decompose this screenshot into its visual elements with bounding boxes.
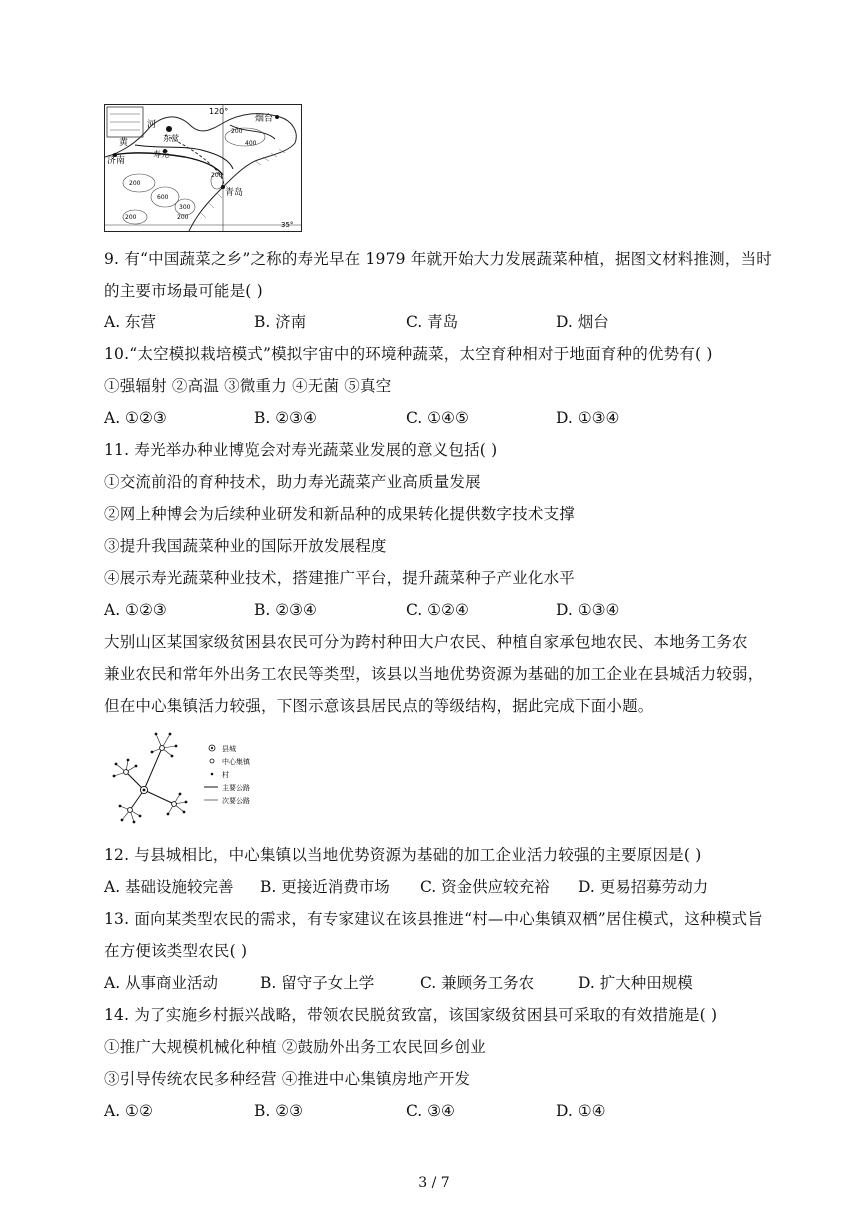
q10-stem-line1: 10.“太空模拟栽培模式”模拟宇宙中的环境种蔬菜，太空育种相对于地面育种的优势有( ) — [104, 345, 713, 363]
longitude-label: 120° — [209, 107, 229, 116]
legend-village: 村 — [222, 771, 229, 779]
page-number: 3 / 7 — [418, 1175, 450, 1191]
q11-item-4: ④展示寿光蔬菜种业技术，搭建推广平台，提升蔬菜种子产业化水平 — [104, 569, 576, 587]
q9-stem-line2: 的主要市场最可能是( ) — [104, 282, 263, 300]
water-label: 黄 — [119, 138, 129, 148]
place-dongying: 东营 — [163, 134, 179, 143]
option-a[interactable]: A. 东营 — [104, 313, 157, 331]
q14-stem-line1: 14. 为了实施乡村振兴战略，带领农民脱贫致富，该国家级贫困县可采取的有效措施是( ) — [104, 1006, 718, 1024]
legend-central-town: 中心集镇 — [222, 758, 250, 766]
latitude-label: 35° — [281, 221, 294, 229]
q10-stem-line2: ①强辐射 ②高温 ③微重力 ④无菌 ⑤真空 — [104, 377, 392, 395]
contour-label: 300 — [179, 204, 191, 211]
place-qingdao: 青岛 — [225, 188, 244, 198]
regional-map-graphic — [105, 105, 301, 231]
q13-stem-line1: 13. 面向某类型农民的需求，有专家建议在该县推进“村—中心集镇双栖”居住模式，这种模式旨 — [104, 910, 763, 928]
river-label: 河 — [147, 120, 157, 130]
regional-map — [104, 104, 302, 232]
option-b[interactable]: B. 济南 — [254, 313, 307, 331]
option-c[interactable]: C. 兼顾务工务农 — [420, 974, 535, 992]
option-b[interactable]: B. ②③④ — [254, 409, 317, 427]
option-c[interactable]: C. 青岛 — [406, 313, 459, 331]
q9-stem-line1: 9. 有“中国蔬菜之乡”之称的寿光早在 1979 年就开始大力发展蔬菜种植，据图文材料推测，当时 — [104, 250, 772, 268]
q14-items-line2: ③引导传统农民多种经营 ④推进中心集镇房地产开发 — [104, 1070, 471, 1088]
place-yantai: 烟台 — [255, 114, 274, 124]
contour-label: 200 — [231, 128, 243, 135]
place-jinan: 济南 — [107, 156, 126, 166]
settlement-diagram — [104, 728, 274, 828]
option-a[interactable]: A. ①② — [104, 1102, 153, 1120]
option-a[interactable]: A. 从事商业活动 — [104, 974, 219, 992]
q14-items-line1: ①推广大规模机械化种植 ②鼓励外出务工农民回乡创业 — [104, 1038, 486, 1056]
contour-label: 600 — [157, 194, 169, 201]
option-d[interactable]: D. ①④ — [556, 1102, 606, 1120]
option-c[interactable]: C. ①②④ — [406, 601, 469, 619]
contour-label: 200 — [125, 214, 137, 221]
option-c[interactable]: C. ③④ — [406, 1102, 455, 1120]
option-b[interactable]: B. ②③④ — [254, 601, 317, 619]
q11-item-2: ②网上种博会为后续种业研发和新品种的成果转化提供数字技术支撑 — [104, 505, 576, 523]
q11-item-3: ③提升我国蔬菜种业的国际开放发展程度 — [104, 537, 387, 555]
option-b[interactable]: B. 留守子女上学 — [260, 974, 375, 992]
option-c[interactable]: C. 资金供应较充裕 — [420, 878, 550, 896]
passage-line3: 但在中心集镇活力较强，下图示意该县居民点的等级结构，据此完成下面小题。 — [104, 697, 654, 715]
q13-stem-line2: 在方便该类型农民( ) — [104, 942, 248, 960]
legend-secondary-road: 次要公路 — [222, 797, 250, 805]
option-b[interactable]: B. 更接近消费市场 — [260, 878, 390, 896]
passage-line2: 兼业农民和常年外出务工农民等类型，该县以当地优势资源为基础的加工企业在县城活力较弱， — [104, 665, 764, 683]
option-c[interactable]: C. ①④⑤ — [406, 409, 469, 427]
option-b[interactable]: B. ②③ — [254, 1102, 304, 1120]
contour-label: 200 — [211, 172, 223, 179]
option-d[interactable]: D. ①③④ — [556, 409, 620, 427]
option-d[interactable]: D. 烟台 — [556, 313, 609, 331]
option-a[interactable]: A. 基础设施较完善 — [104, 878, 234, 896]
contour-label: 400 — [245, 140, 257, 147]
option-d[interactable]: D. ①③④ — [556, 601, 620, 619]
settlement-diagram-graphic — [104, 728, 274, 828]
passage-line1: 大别山区某国家级贫困县农民可分为跨村种田大户农民、种植自家承包地农民、本地务工务农 — [104, 633, 748, 651]
contour-label: 200 — [177, 214, 189, 221]
q11-item-1: ①交流前沿的育种技术，助力寿光蔬菜产业高质量发展 — [104, 473, 481, 491]
option-d[interactable]: D. 更易招募劳动力 — [578, 878, 709, 896]
option-a[interactable]: A. ①②③ — [104, 409, 167, 427]
q11-stem-line1: 11. 寿光举办种业博览会对寿光蔬菜业发展的意义包括( ) — [104, 441, 498, 459]
contour-label: 200 — [129, 180, 141, 187]
q12-stem-line1: 12. 与县城相比，中心集镇以当地优势资源为基础的加工企业活力较强的主要原因是( ) — [104, 846, 702, 864]
legend-main-road: 主要公路 — [222, 784, 250, 792]
place-shouguang: 寿光 — [153, 150, 169, 159]
option-a[interactable]: A. ①②③ — [104, 601, 167, 619]
option-d[interactable]: D. 扩大种田规模 — [578, 974, 693, 992]
legend-county-seat: 县城 — [222, 745, 236, 753]
